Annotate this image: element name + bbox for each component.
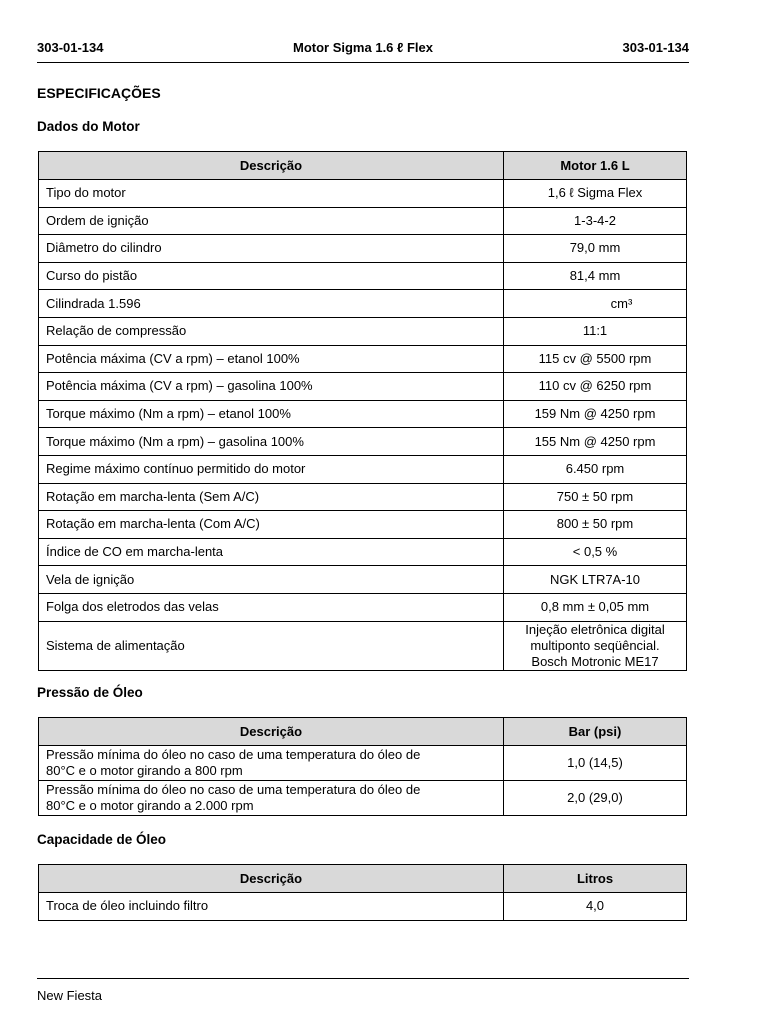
row-value: 1,6 ℓ Sigma Flex [504,180,687,208]
table-row [39,262,687,290]
engine-data-title: Dados do Motor [37,119,140,134]
table-row [39,538,687,566]
row-description: Ordem de ignição [39,207,504,235]
table-row [39,180,687,208]
row-description: Rotação em marcha-lenta (Sem A/C) [39,483,504,511]
row-value: 11:1 [504,317,687,345]
row-description: Rotação em marcha-lenta (Com A/C) [39,511,504,539]
row-value: 110 cv @ 6250 rpm [504,373,687,401]
table-row [39,483,687,511]
row-value-line: Injeção eletrônica digital [525,621,665,637]
row-description: Potência máxima (CV a rpm) – etanol 100% [39,345,504,373]
column-header-description: Descrição [39,152,504,180]
row-description-line: 80°C e o motor girando a 800 rpm [46,763,243,778]
row-description: Relação de compressão [39,317,504,345]
table-row [39,593,687,621]
table-row [39,621,687,670]
row-value [504,621,687,670]
row-description: Regime máximo contínuo permitido do motor [39,455,504,483]
table-header-row [39,865,687,893]
footer-text: New Fiesta [37,988,103,1003]
row-value: 115 cv @ 5500 rpm [504,345,687,373]
row-description: Vela de ignição [39,566,504,594]
table-header-row [39,718,687,746]
row-description [39,746,504,781]
row-description: Índice de CO em marcha-lenta [39,538,504,566]
row-value-line: multiponto seqüêncial. [530,637,660,653]
row-value: < 0,5 % [504,538,687,566]
row-description: Torque máximo (Nm a rpm) – gasolina 100% [39,428,504,456]
row-description: Cilindrada 1.596 [39,290,504,318]
column-header-description: Descrição [39,718,504,746]
row-value: 81,4 mm [504,262,687,290]
row-description: Sistema de alimentação [39,621,504,670]
table-row [39,235,687,263]
row-description: Tipo do motor [39,180,504,208]
table-row [39,746,687,781]
oil-capacity-table [38,864,687,921]
table-row [39,345,687,373]
footer-divider [37,978,689,979]
section-title: ESPECIFICAÇÕES [37,85,161,101]
row-value: 79,0 mm [504,235,687,263]
row-value: 4,0 [504,893,687,921]
oil-pressure-table [38,717,687,816]
column-header-value: Motor 1.6 L [504,152,687,180]
row-description-line: Pressão mínima do óleo no caso de uma temperatura do óleo de [46,747,421,762]
table-row [39,373,687,401]
row-value: 0,8 mm ± 0,05 mm [504,593,687,621]
row-description: Curso do pistão [39,262,504,290]
table-row [39,893,687,921]
table-row [39,400,687,428]
row-value: 155 Nm @ 4250 rpm [504,428,687,456]
row-value: 6.450 rpm [504,455,687,483]
table-row [39,317,687,345]
oil-pressure-title: Pressão de Óleo [37,685,143,700]
row-value: 1-3-4-2 [504,207,687,235]
table-row [39,290,687,318]
row-description-line: Pressão mínima do óleo no caso de uma temperatura do óleo de [46,782,421,797]
row-description [39,781,504,816]
oil-capacity-title: Capacidade de Óleo [37,832,167,847]
table-header-row [39,152,687,180]
row-value: 800 ± 50 rpm [504,511,687,539]
page-header [37,40,689,60]
column-header-description: Descrição [39,865,504,893]
row-value: 2,0 (29,0) [504,781,687,816]
row-value: NGK LTR7A-10 [504,566,687,594]
row-value: 1,0 (14,5) [504,746,687,781]
page-code-right: 303-01-134 [622,40,689,55]
column-header-value: Litros [504,865,687,893]
row-description: Folga dos eletrodos das velas [39,593,504,621]
table-row [39,455,687,483]
table-row [39,428,687,456]
table-row [39,566,687,594]
row-value: cm³ [504,290,687,318]
row-description: Troca de óleo incluindo filtro [39,893,504,921]
row-value: 750 ± 50 rpm [504,483,687,511]
table-row [39,511,687,539]
page-code-left: 303-01-134 [37,40,104,55]
row-value-line: Bosch Motronic ME17 [531,653,659,669]
column-header-value: Bar (psi) [504,718,687,746]
row-value: 159 Nm @ 4250 rpm [504,400,687,428]
table-row [39,207,687,235]
page-title: Motor Sigma 1.6 ℓ Flex [293,40,433,55]
row-description-line: 80°C e o motor girando a 2.000 rpm [46,798,254,813]
header-divider [37,62,689,63]
row-description: Diâmetro do cilindro [39,235,504,263]
engine-data-table [38,151,687,671]
table-row [39,781,687,816]
row-description: Potência máxima (CV a rpm) – gasolina 100% [39,373,504,401]
row-description: Torque máximo (Nm a rpm) – etanol 100% [39,400,504,428]
